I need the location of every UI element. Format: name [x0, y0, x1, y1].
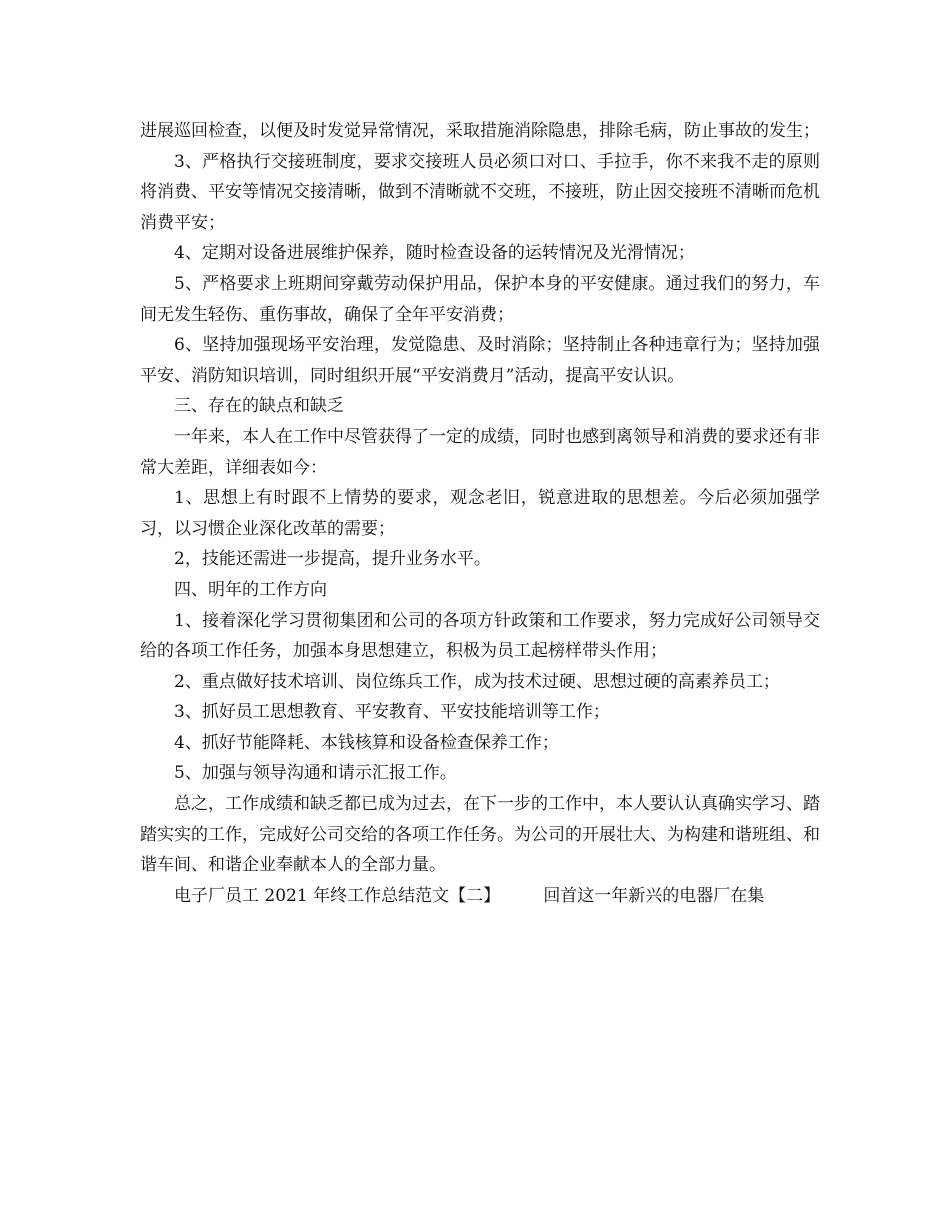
- document-page: [140, 116, 820, 911]
- paragraph: 总之，工作成绩和缺乏都已成为过去，在下一步的工作中，本人要认认真确实学习、踏踏实实的工作，完成好公司交给的各项工作任务。为公司的开展壮大、为构建和谐班组、和谐车间、和谐企业奉献本人的全部力量。: [140, 794, 820, 876]
- next-article-continuation: 回首这一年新兴的电器厂在集: [543, 885, 765, 906]
- paragraph: 5、加强与领导沟通和请示汇报工作。: [174, 763, 457, 784]
- next-article-title: 电子厂员工 2021 年终工作总结范文【二】: [174, 885, 501, 906]
- paragraph: 3、严格执行交接班制度，要求交接班人员必须口对口、手拉手，你不来我不走的原则将消费、平安等情况交接清晰，做到不清晰就不交班，不接班，防止因交接班不清晰而危机消费平安；: [140, 151, 820, 233]
- paragraph: 1、接着深化学习贯彻集团和公司的各项方针政策和工作要求，努力完成好公司领导交给的各项工作任务，加强本身思想建立，积极为员工起榜样带头作用；: [140, 610, 820, 662]
- paragraph: 3、抓好员工思想教育、平安教育、平安技能培训等工作；: [174, 702, 610, 723]
- paragraph: 4、抓好节能降耗、本钱核算和设备检查保养工作；: [174, 732, 559, 753]
- section-heading: 三、存在的缺点和缺乏: [174, 396, 344, 417]
- closing-line: [140, 881, 820, 912]
- paragraph: 4、定期对设备进展维护保养，随时检查设备的运转情况及光滑情况；: [174, 243, 695, 264]
- paragraph: 2，技能还需进一步提高，提升业务水平。: [174, 549, 491, 570]
- paragraph: 2、重点做好技术培训、岗位练兵工作，成为技术过硬、思想过硬的高素养员工；: [174, 671, 780, 692]
- section-heading: 四、明年的工作方向: [174, 579, 327, 600]
- paragraph: 1、思想上有时跟不上情势的要求，观念老旧，锐意进取的思想差。今后必须加强学习，以习惯企业深化改革的需要；: [140, 488, 820, 539]
- paragraph: 5、严格要求上班期间穿戴劳动保护用品，保护本身的平安健康。通过我们的努力，车间无发生轻伤、重伤事故，确保了全年平安消费；: [140, 273, 820, 325]
- paragraph: 6、坚持加强现场平安治理，发觉隐患、及时消除；坚持制止各种违章行为；坚持加强平安、消防知识培训，同时组织开展“平安消费月”活动，提高平安认识。: [140, 335, 820, 386]
- paragraph: 进展巡回检查，以便及时发觉异常情况，采取措施消除隐患，排除毛病，防止事故的发生；: [140, 121, 820, 141]
- paragraph: 一年来，本人在工作中尽管获得了一定的成绩，同时也感到离领导和消费的要求还有非常大差距，详细表如今：: [140, 426, 820, 478]
